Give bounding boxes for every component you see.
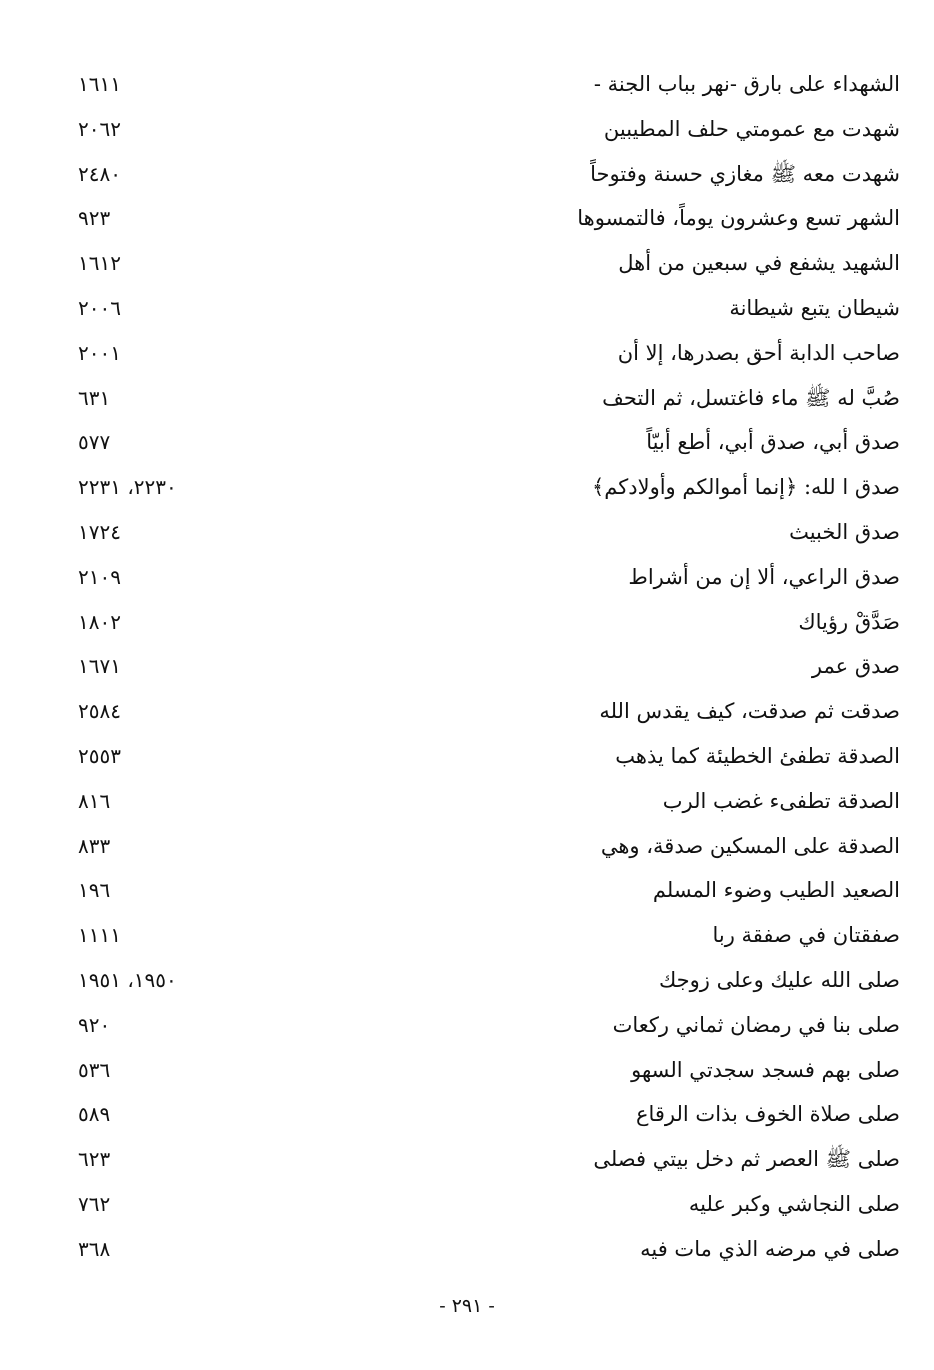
index-entry [70, 1227, 900, 1272]
entry-text: صدق أبي، صدق أبي، أطع أبيّاً [646, 430, 900, 455]
entry-reference-number: ٢١٠٩ [78, 564, 121, 589]
index-entry [70, 868, 900, 913]
entry-text: صلى بنا في رمضان ثماني ركعات [612, 1012, 900, 1037]
entry-text: شهدت مع عمومتي حلف المطيبين [603, 116, 900, 141]
index-entry [70, 734, 900, 779]
page-number: - ٢٩١ - [439, 1295, 495, 1317]
index-entry [70, 1182, 900, 1227]
entry-reference-number: ١٧٢٤ [78, 519, 121, 544]
entry-reference-number: ٧٦٢ [78, 1191, 111, 1216]
entry-text: صلى الله عليك وعلى زوجك [658, 967, 900, 992]
entry-text: صدق عمر [811, 654, 900, 679]
entry-text: صلى في مرضه الذي مات فيه [640, 1236, 900, 1261]
index-entry [70, 1137, 900, 1182]
index-entry [70, 913, 900, 958]
entry-text: الشهر تسع وعشرون يوماً، فالتمسوها [577, 206, 900, 231]
entry-text: الصدقة تطفىء غضب الرب [662, 788, 900, 813]
entry-text: صلى صلاة الخوف بذات الرقاع [635, 1102, 900, 1127]
entry-reference-number: ٢٤٨٠ [78, 161, 121, 186]
entry-reference-number: ٥٣٦ [78, 1057, 111, 1082]
entry-reference-number: ٢٢٣٠، ٢٢٣١ [78, 475, 177, 500]
entry-reference-number: ٢٠٠٦ [78, 295, 121, 320]
entry-text: صلى بهم فسجد سجدتي السهو [631, 1057, 900, 1082]
index-entry [70, 779, 900, 824]
entry-text: صدق الخبيث [789, 519, 900, 544]
entry-reference-number: ٦٢٣ [78, 1147, 111, 1172]
entry-reference-number: ١٦١٢ [78, 251, 121, 276]
entry-text: شيطان يتبع شيطانة [729, 295, 900, 320]
entry-reference-number: ١١١١ [78, 923, 121, 948]
entry-reference-number: ٣٦٨ [78, 1236, 111, 1261]
entry-text: الصعيد الطيب وضوء المسلم [652, 878, 900, 903]
entry-reference-number: ٨١٦ [78, 788, 111, 813]
index-entry [70, 62, 900, 107]
index-entry [70, 510, 900, 555]
hadith-index-list [70, 62, 900, 1272]
index-entry [70, 376, 900, 421]
entry-reference-number: ١٩٦ [78, 878, 111, 903]
entry-reference-number: ١٩٥٠، ١٩٥١ [78, 967, 177, 992]
entry-text: الشهيد يشفع في سبعين من أهل [618, 251, 900, 276]
entry-reference-number: ٢٠٠١ [78, 340, 121, 365]
entry-reference-number: ٢٠٦٢ [78, 116, 121, 141]
index-entry [70, 644, 900, 689]
index-entry [70, 958, 900, 1003]
entry-reference-number: ١٦١١ [78, 72, 121, 96]
entry-text: الصدقة تطفئ الخطيئة كما يذهب [615, 743, 900, 768]
index-entry [70, 196, 900, 241]
entry-reference-number: ٩٢٣ [78, 206, 111, 231]
entry-reference-number: ٢٥٥٣ [78, 743, 121, 768]
entry-text: صاحب الدابة أحق بصدرها، إلا أن [617, 340, 900, 365]
entry-reference-number: ٥٧٧ [78, 430, 111, 455]
entry-text: الصدقة على المسكين صدقة، وهي [600, 833, 900, 858]
index-entry [70, 689, 900, 734]
entry-text: صدق ا لله: ﴿إنما أموالكم وأولادكم﴾ [591, 475, 900, 500]
entry-text: شهدت معه ﷺ مغازي حسنة وفتوحاً [590, 161, 900, 186]
entry-reference-number: ١٦٧١ [78, 654, 121, 679]
index-entry [70, 1003, 900, 1048]
entry-reference-number: ٦٣١ [78, 385, 111, 410]
entry-reference-number: ٩٢٠ [78, 1012, 111, 1037]
index-entry [70, 331, 900, 376]
entry-text: صدقت ثم صدقت، كيف يقدس الله [599, 699, 900, 724]
index-entry [70, 286, 900, 331]
entry-text: صلى النجاشي وكبر عليه [688, 1191, 900, 1216]
entry-text: صفقتان في صفقة ربا [712, 923, 900, 948]
index-entry [70, 1092, 900, 1137]
index-entry [70, 152, 900, 197]
index-entry [70, 420, 900, 465]
index-entry [70, 600, 900, 645]
entry-text: صلى ﷺ العصر ثم دخل بيتي فصلى [593, 1147, 900, 1172]
index-entry [70, 465, 900, 510]
index-entry [70, 241, 900, 286]
entry-reference-number: ١٨٠٢ [78, 609, 121, 634]
entry-text: صدق الراعي، ألا إن من أشراط [628, 564, 900, 589]
entry-reference-number: ٢٥٨٤ [78, 699, 121, 724]
index-entry [70, 824, 900, 869]
entry-text: الشهداء على بارق -نهر بباب الجنة - [593, 72, 900, 96]
entry-reference-number: ٨٣٣ [78, 833, 111, 858]
entry-text: صُبَّ له ﷺ ماء فاغتسل، ثم التحف [602, 385, 900, 410]
index-entry [70, 1048, 900, 1093]
index-entry [70, 107, 900, 152]
entry-reference-number: ٥٨٩ [78, 1102, 111, 1127]
index-entry [70, 555, 900, 600]
entry-text: صَدَّقْ رؤياك [798, 609, 900, 634]
